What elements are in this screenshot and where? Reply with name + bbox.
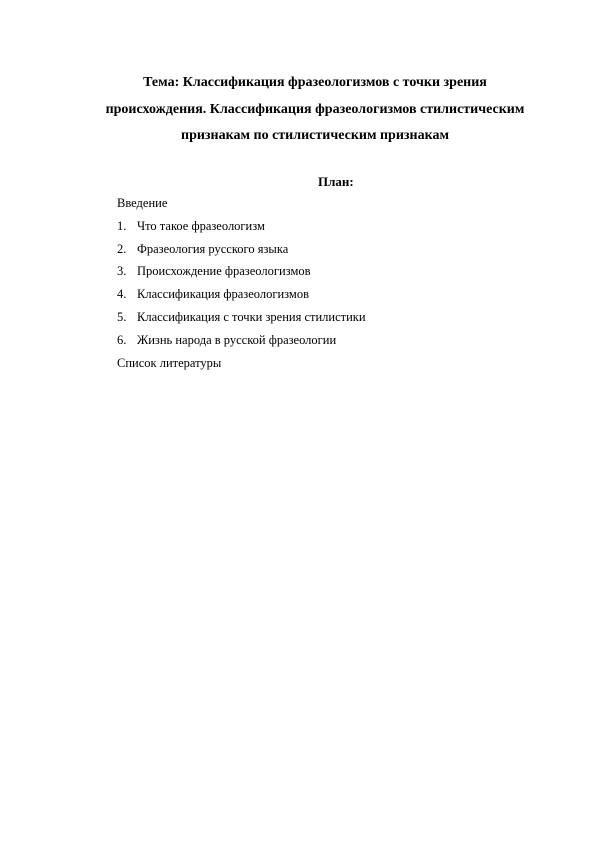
plan-heading: План:: [318, 174, 354, 189]
plan-item-text: Классификация с точки зрения стилистики: [137, 309, 366, 324]
plan-item-number: 3.: [117, 264, 127, 279]
plan-item: [117, 238, 537, 261]
plan-item-text: Что такое фразеологизм: [137, 218, 265, 233]
plan-references: Список литературы: [117, 355, 222, 370]
plan-item-number: 4.: [117, 287, 127, 302]
plan-item-number: 5.: [117, 309, 127, 324]
plan-list: [117, 192, 537, 374]
plan-item-text: Фразеология русского языка: [137, 241, 289, 256]
title-line-3: признакам по стилистическим признакам: [181, 128, 449, 143]
plan-item-number: 1.: [117, 218, 127, 233]
plan-item: [117, 306, 537, 329]
document-title: [100, 70, 530, 150]
plan-intro: Введение: [117, 196, 168, 210]
plan-item-text: Классификация фразеологизмов: [137, 287, 309, 302]
plan-item: [117, 283, 537, 306]
plan-item-number: 6.: [117, 332, 127, 347]
plan-item: [117, 260, 537, 283]
plan-item-number: 2.: [117, 241, 127, 256]
plan-item-text: Происхождение фразеологизмов: [137, 264, 311, 279]
plan-item: [117, 329, 537, 352]
title-line-1: Тема: Классификация фразеологизмов с точки зрения: [143, 75, 487, 90]
title-line-2: происхождения. Классификация фразеологизмов стилистическим: [105, 101, 525, 117]
plan-item: [117, 215, 537, 238]
plan-item-text: Жизнь народа в русской фразеологии: [137, 332, 337, 347]
